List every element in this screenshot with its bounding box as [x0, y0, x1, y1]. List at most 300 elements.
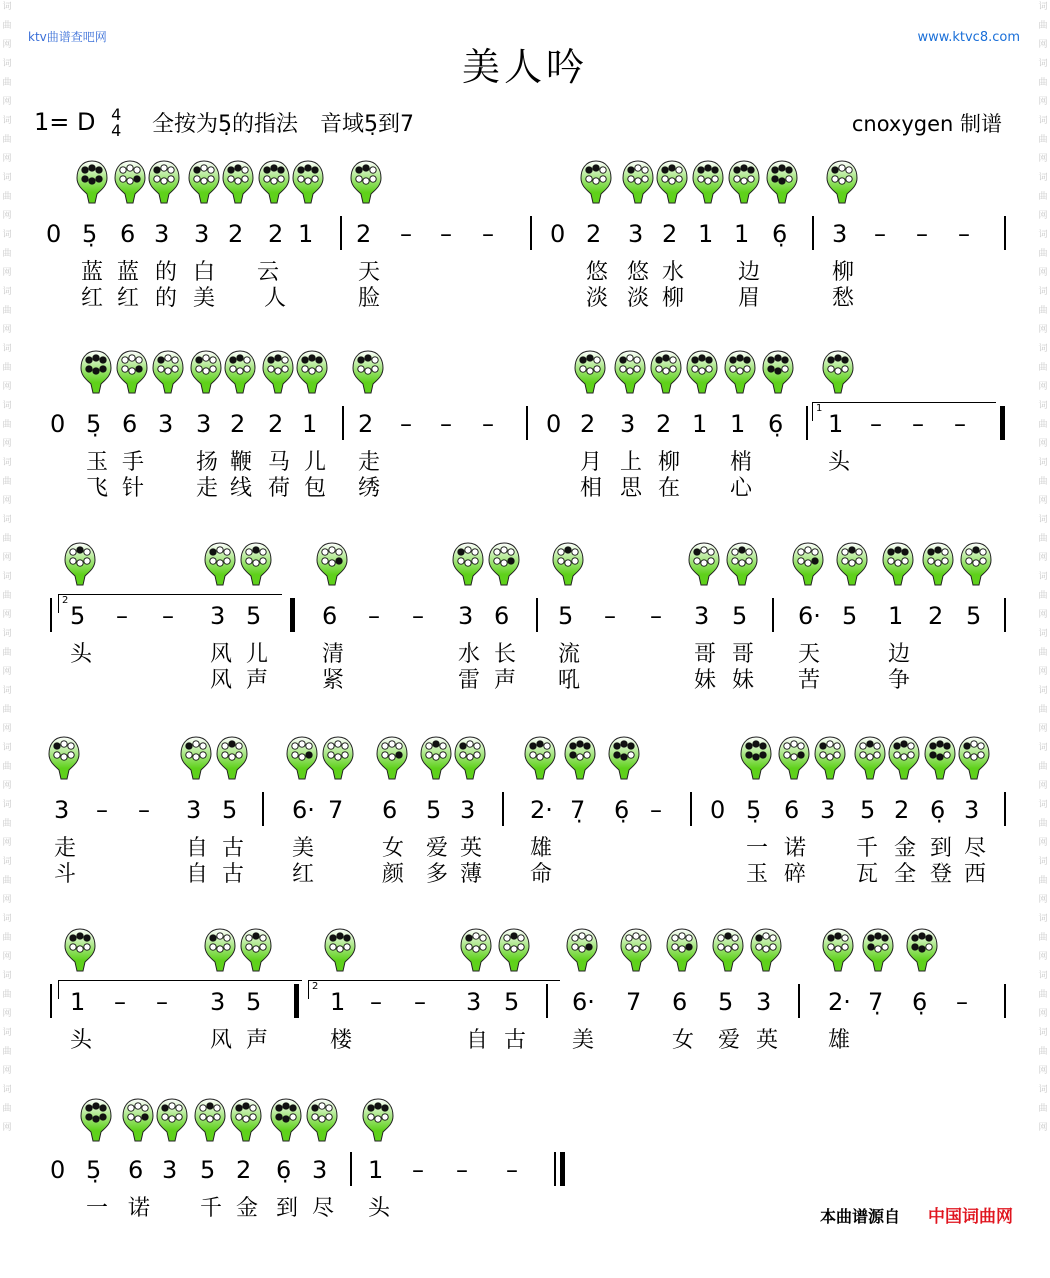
lyric-verse2-char: 美	[193, 286, 216, 311]
watermark-char: 曲	[1038, 363, 1048, 373]
lyric-verse1-char: 扬	[196, 450, 219, 475]
watermark-char: 网	[2, 439, 12, 449]
lyric-verse1-char: 风	[210, 1028, 233, 1053]
note: –	[482, 220, 494, 248]
watermark-char: 词	[2, 1028, 12, 1038]
lyric-verse1-char: 天	[358, 260, 381, 285]
lyric-verse1-char: 美	[292, 836, 315, 861]
note: 3	[964, 796, 980, 824]
watermark-char: 曲	[1038, 420, 1048, 430]
note: –	[156, 988, 168, 1016]
lyric-verse1-char: 走	[54, 836, 77, 861]
note: 1	[298, 220, 314, 248]
watermark-char: 曲	[1038, 819, 1048, 829]
watermark-char: 网	[2, 1066, 12, 1076]
volta-bracket: 2	[58, 594, 282, 613]
note: 6̣	[772, 220, 788, 248]
watermark-char: 曲	[2, 876, 12, 886]
watermark-char: 曲	[1038, 762, 1048, 772]
note: –	[370, 988, 382, 1016]
lyric-verse1-char: 儿	[304, 450, 327, 475]
note: 1	[302, 410, 318, 438]
watermark-char: 曲	[2, 363, 12, 373]
lyric-verse1-char: 鞭	[230, 450, 253, 475]
note: 6	[672, 988, 688, 1016]
watermark-char: 曲	[1038, 21, 1048, 31]
note: 6	[322, 602, 338, 630]
watermark-char: 词	[1038, 116, 1048, 126]
lyric-verse2-char: 红	[81, 286, 104, 311]
note: 6·	[572, 988, 595, 1016]
watermark-char: 词	[1038, 629, 1048, 639]
note: 5̣	[82, 220, 98, 248]
lyric-verse1-char: 爱	[426, 836, 449, 861]
lyric-verse1-char: 悠	[627, 260, 650, 285]
lyric-verse1-char: 马	[268, 450, 291, 475]
lyric-verse1-char: 风	[210, 642, 233, 667]
watermark-char: 曲	[2, 762, 12, 772]
note: 6̣	[768, 410, 784, 438]
lyric-verse2-char: 走	[196, 476, 219, 501]
watermark-char: 网	[1038, 211, 1048, 221]
watermark-char: 网	[1038, 496, 1048, 506]
lyric-verse1-char: 长	[494, 642, 517, 667]
note: 5	[504, 988, 520, 1016]
lyric-verse1-char: 手	[122, 450, 145, 475]
lyric-verse1-char: 古	[504, 1028, 527, 1053]
watermark-char: 词	[1038, 800, 1048, 810]
watermark-char: 曲	[2, 819, 12, 829]
note: 2	[928, 602, 944, 630]
watermark-char: 网	[1038, 838, 1048, 848]
watermark-char: 曲	[1038, 933, 1048, 943]
lyric-verse2-char: 瓦	[856, 862, 879, 887]
note: 6	[382, 796, 398, 824]
note: –	[916, 220, 928, 248]
watermark-char: 曲	[2, 1104, 12, 1114]
watermark-char: 词	[2, 2, 12, 12]
note: 0	[710, 796, 726, 824]
footer-source-label: 本曲谱源自	[820, 1207, 901, 1226]
note: 3	[620, 410, 636, 438]
watermark-char: 网	[2, 781, 12, 791]
lyric-verse2-char: 全	[894, 862, 917, 887]
note: 2	[228, 220, 244, 248]
watermark-char: 词	[2, 572, 12, 582]
song-title: 美人吟	[461, 45, 588, 89]
score-row-5	[0, 918, 1050, 1108]
lyrics-verse-2	[0, 726, 1050, 916]
watermark-char: 词	[1038, 1085, 1048, 1095]
lyric-verse2-char: 思	[620, 476, 643, 501]
watermark-char: 曲	[2, 534, 12, 544]
transcriber: cnoxygen 制谱	[851, 112, 1002, 136]
watermark-char: 网	[1038, 154, 1048, 164]
note: –	[874, 220, 886, 248]
watermark-char: 网	[2, 268, 12, 278]
note: 2	[662, 220, 678, 248]
watermark-char: 词	[2, 458, 12, 468]
note: –	[956, 988, 968, 1016]
watermark-char: 网	[1038, 895, 1048, 905]
lyric-verse1-char: 尽	[964, 836, 987, 861]
note: 2	[894, 796, 910, 824]
lyric-verse2-char: 包	[304, 476, 327, 501]
time-denominator: 4	[111, 121, 122, 140]
watermark-char: 词	[2, 800, 12, 810]
note: 5	[246, 988, 262, 1016]
watermark-char: 网	[2, 724, 12, 734]
watermark-char: 曲	[2, 306, 12, 316]
watermark-char: 网	[1038, 268, 1048, 278]
watermark-char: 词	[2, 59, 12, 69]
lyric-verse2-char: 相	[580, 476, 603, 501]
lyric-verse2-char: 绣	[358, 476, 381, 501]
lyric-verse2-char: 玉	[746, 862, 769, 887]
watermark-char: 网	[1038, 1009, 1048, 1019]
note: 5	[732, 602, 748, 630]
note: 5	[222, 796, 238, 824]
lyric-verse2-char: 淡	[627, 286, 650, 311]
watermark-char: 曲	[1038, 78, 1048, 88]
note: –	[368, 602, 380, 630]
note: 2	[268, 410, 284, 438]
lyric-verse1-char: 雄	[530, 836, 553, 861]
watermark-char: 词	[2, 743, 12, 753]
lyric-verse2-char: 风	[210, 668, 233, 693]
note: 3	[194, 220, 210, 248]
watermark-char: 词	[1038, 572, 1048, 582]
watermark-char: 曲	[2, 249, 12, 259]
lyric-verse1-char: 金	[236, 1196, 259, 1221]
note: 3	[162, 1156, 178, 1184]
note: 1	[368, 1156, 384, 1184]
note: 3	[458, 602, 474, 630]
note: 5	[842, 602, 858, 630]
note: –	[604, 602, 616, 630]
note: 6	[120, 220, 136, 248]
key-label: 1= D	[34, 108, 96, 136]
watermark-char: 网	[1038, 325, 1048, 335]
watermark-char: 曲	[1038, 1047, 1048, 1057]
note: 5̣	[86, 410, 102, 438]
watermark-char: 曲	[2, 192, 12, 202]
watermark-char: 网	[1038, 439, 1048, 449]
note: 5	[70, 602, 86, 630]
note: –	[958, 220, 970, 248]
watermark-char: 词	[2, 914, 12, 924]
lyric-verse1-char: 自	[186, 836, 209, 861]
lyric-verse1-char: 女	[382, 836, 405, 861]
note: –	[114, 988, 126, 1016]
watermark-char: 网	[2, 154, 12, 164]
watermark-char: 词	[2, 116, 12, 126]
lyric-verse1-char: 头	[70, 642, 93, 667]
score-row-4	[0, 726, 1050, 916]
watermark-char: 词	[1038, 515, 1048, 525]
watermark-char: 曲	[2, 135, 12, 145]
lyric-verse1-char: 头	[70, 1028, 93, 1053]
lyric-verse1-char: 月	[580, 450, 603, 475]
lyric-verse2-char: 眉	[738, 286, 761, 311]
watermark-char: 网	[2, 1123, 12, 1133]
note: –	[482, 410, 494, 438]
note: –	[440, 410, 452, 438]
note: 3	[756, 988, 772, 1016]
note: 0	[46, 220, 62, 248]
watermark-char: 词	[1038, 230, 1048, 240]
watermark-char: 词	[1038, 914, 1048, 924]
watermark-char: 网	[1038, 952, 1048, 962]
watermark-char: 词	[1038, 173, 1048, 183]
lyric-verse2-char: 古	[222, 862, 245, 887]
time-signature	[111, 107, 121, 139]
lyric-verse2-char: 吼	[558, 668, 581, 693]
watermark-char: 网	[1038, 382, 1048, 392]
watermark-char: 网	[1038, 781, 1048, 791]
lyric-verse2-char: 心	[730, 476, 753, 501]
note: –	[138, 796, 150, 824]
note: 3	[186, 796, 202, 824]
lyric-verse1-char: 悠	[586, 260, 609, 285]
watermark-char: 曲	[1038, 135, 1048, 145]
watermark-char: 网	[2, 211, 12, 221]
lyric-verse2-char: 登	[930, 862, 953, 887]
lyric-verse1-char: 到	[276, 1196, 299, 1221]
lyric-verse1-char: 的	[155, 260, 178, 285]
lyric-verse1-char: 到	[930, 836, 953, 861]
lyric-verse1-char: 云	[257, 260, 280, 285]
watermark-char: 网	[2, 610, 12, 620]
lyric-verse1-char: 流	[558, 642, 581, 667]
watermark-char: 网	[1038, 40, 1048, 50]
watermark-char: 网	[1038, 724, 1048, 734]
note: 6·	[292, 796, 315, 824]
note: –	[400, 410, 412, 438]
lyric-verse2-char: 妹	[732, 668, 755, 693]
lyric-verse2-char: 线	[230, 476, 253, 501]
note: 2	[268, 220, 284, 248]
note: –	[414, 988, 426, 1016]
watermark-char: 词	[2, 401, 12, 411]
lyric-verse2-char: 雷	[458, 668, 481, 693]
note: 5	[718, 988, 734, 1016]
lyric-verse2-char: 在	[658, 476, 681, 501]
watermark-char: 词	[1038, 344, 1048, 354]
lyric-verse1-char: 一	[86, 1196, 109, 1221]
lyric-verse1-char: 水	[662, 260, 685, 285]
volta-bracket: 1	[812, 402, 996, 421]
note: 3	[154, 220, 170, 248]
note: 1	[828, 410, 844, 438]
lyric-verse1-char: 柳	[658, 450, 681, 475]
lyric-verse1-char: 尽	[312, 1196, 335, 1221]
note: 1	[888, 602, 904, 630]
watermark-char: 词	[2, 971, 12, 981]
note: 7	[626, 988, 642, 1016]
watermark-char: 曲	[2, 990, 12, 1000]
note: 3	[694, 602, 710, 630]
site-url-right[interactable]: www.ktvc8.com	[917, 30, 1020, 45]
watermark-char: 曲	[1038, 192, 1048, 202]
note: 6̣	[912, 988, 928, 1016]
lyric-verse2-char: 愁	[832, 286, 855, 311]
score-row-3	[0, 532, 1050, 722]
watermark-char: 网	[1038, 1123, 1048, 1133]
note: 6	[494, 602, 510, 630]
note: 0	[550, 220, 566, 248]
watermark-char: 词	[2, 515, 12, 525]
lyric-verse1-char: 金	[894, 836, 917, 861]
watermark-char: 网	[2, 895, 12, 905]
watermark-char: 词	[1038, 857, 1048, 867]
lyric-verse2-char: 斗	[54, 862, 77, 887]
note: 1	[330, 988, 346, 1016]
watermark-char: 词	[1038, 59, 1048, 69]
watermark-char: 网	[2, 667, 12, 677]
note: 3	[460, 796, 476, 824]
watermark-char: 网	[1038, 1066, 1048, 1076]
lyric-verse1-char: 玉	[86, 450, 109, 475]
watermark-char: 曲	[1038, 876, 1048, 886]
lyric-verse2-char: 声	[494, 668, 517, 693]
watermark-char: 词	[1038, 287, 1048, 297]
watermark-char: 曲	[1038, 1104, 1048, 1114]
note: 6	[122, 410, 138, 438]
note: –	[96, 796, 108, 824]
watermark-char: 曲	[2, 933, 12, 943]
lyric-verse1-char: 一	[746, 836, 769, 861]
key-signature	[34, 107, 121, 139]
note: 6̣	[930, 796, 946, 824]
site-name-left[interactable]: ktv曲谱查吧网	[28, 30, 107, 44]
note: –	[162, 602, 174, 630]
watermark-char: 词	[1038, 401, 1048, 411]
watermark-char: 网	[2, 1009, 12, 1019]
note: 5̣	[746, 796, 762, 824]
lyric-verse2-char: 红	[292, 862, 315, 887]
lyric-verse1-char: 哥	[694, 642, 717, 667]
note: –	[412, 602, 424, 630]
watermark-char: 网	[2, 496, 12, 506]
note: 5	[426, 796, 442, 824]
watermark-char: 曲	[1038, 477, 1048, 487]
note: 2	[580, 410, 596, 438]
note: 6̣	[614, 796, 630, 824]
watermark-char: 词	[1038, 458, 1048, 468]
lyric-verse2-char: 紧	[322, 668, 345, 693]
lyric-verse1-char: 英	[460, 836, 483, 861]
lyric-verse2-char: 声	[246, 668, 269, 693]
note: 1	[70, 988, 86, 1016]
watermark-char: 词	[1038, 1028, 1048, 1038]
lyric-verse1-char: 边	[888, 642, 911, 667]
note: –	[456, 1156, 468, 1184]
note: 6	[784, 796, 800, 824]
lyric-verse2-char: 西	[964, 862, 987, 887]
note: 5	[860, 796, 876, 824]
note: –	[506, 1156, 518, 1184]
lyrics-verse-2	[0, 532, 1050, 722]
lyric-verse2-char: 红	[117, 286, 140, 311]
note: 7̣	[570, 796, 586, 824]
watermark-char: 曲	[1038, 534, 1048, 544]
note: –	[954, 410, 966, 438]
watermark-char: 曲	[1038, 306, 1048, 316]
lyric-verse1-char: 千	[856, 836, 879, 861]
lyric-verse1-char: 爱	[718, 1028, 741, 1053]
lyric-verse1-char: 蓝	[117, 260, 140, 285]
watermark-char: 网	[2, 40, 12, 50]
watermark-char: 网	[2, 382, 12, 392]
note: 3	[312, 1156, 328, 1184]
watermark-char: 曲	[1038, 591, 1048, 601]
watermark-char: 词	[2, 686, 12, 696]
note: 2	[586, 220, 602, 248]
lyric-verse2-char: 针	[122, 476, 145, 501]
note: 2	[358, 410, 374, 438]
watermark-char: 曲	[1038, 990, 1048, 1000]
watermark-char: 词	[2, 629, 12, 639]
watermark-char: 网	[1038, 667, 1048, 677]
lyric-verse2-char: 淡	[586, 286, 609, 311]
watermark-char: 曲	[2, 21, 12, 31]
lyric-verse1-char: 边	[738, 260, 761, 285]
lyric-verse2-char: 多	[426, 862, 449, 887]
lyric-verse1-char: 白	[193, 260, 216, 285]
note: 2	[656, 410, 672, 438]
watermark-char: 词	[2, 287, 12, 297]
lyric-verse1-char: 雄	[828, 1028, 851, 1053]
footer-site-link[interactable]: 中国词曲网	[928, 1207, 1013, 1227]
lyric-verse2-char: 人	[264, 286, 287, 311]
watermark-char: 曲	[2, 705, 12, 715]
note: 3	[210, 988, 226, 1016]
lyrics-verse-2	[0, 918, 1050, 1108]
note: 1	[730, 410, 746, 438]
lyric-verse1-char: 古	[222, 836, 245, 861]
watermark-char: 曲	[1038, 648, 1048, 658]
lyric-verse2-char: 荷	[268, 476, 291, 501]
watermark-char: 曲	[2, 78, 12, 88]
note: 5	[966, 602, 982, 630]
watermark-char: 网	[2, 97, 12, 107]
note: –	[412, 1156, 424, 1184]
note: 5	[200, 1156, 216, 1184]
lyric-verse1-char: 上	[620, 450, 643, 475]
note: 2	[230, 410, 246, 438]
note: 5̣	[86, 1156, 102, 1184]
lyric-verse1-char: 英	[756, 1028, 779, 1053]
watermark-char: 词	[1038, 686, 1048, 696]
note: 3	[628, 220, 644, 248]
lyric-verse2-char: 自	[186, 862, 209, 887]
note: 3	[196, 410, 212, 438]
lyric-verse2-char: 脸	[358, 286, 381, 311]
lyric-verse1-char: 蓝	[81, 260, 104, 285]
note: 0	[50, 1156, 66, 1184]
lyric-verse1-char: 美	[572, 1028, 595, 1053]
watermark-char: 曲	[1038, 249, 1048, 259]
lyric-verse2-char: 飞	[86, 476, 109, 501]
note: 6̣	[276, 1156, 292, 1184]
lyric-verse1-char: 头	[828, 450, 851, 475]
watermark-char: 词	[2, 1085, 12, 1095]
lyric-verse2-char: 颜	[382, 862, 405, 887]
note: 3	[158, 410, 174, 438]
note: 5	[246, 602, 262, 630]
score-row-2	[0, 340, 1050, 530]
